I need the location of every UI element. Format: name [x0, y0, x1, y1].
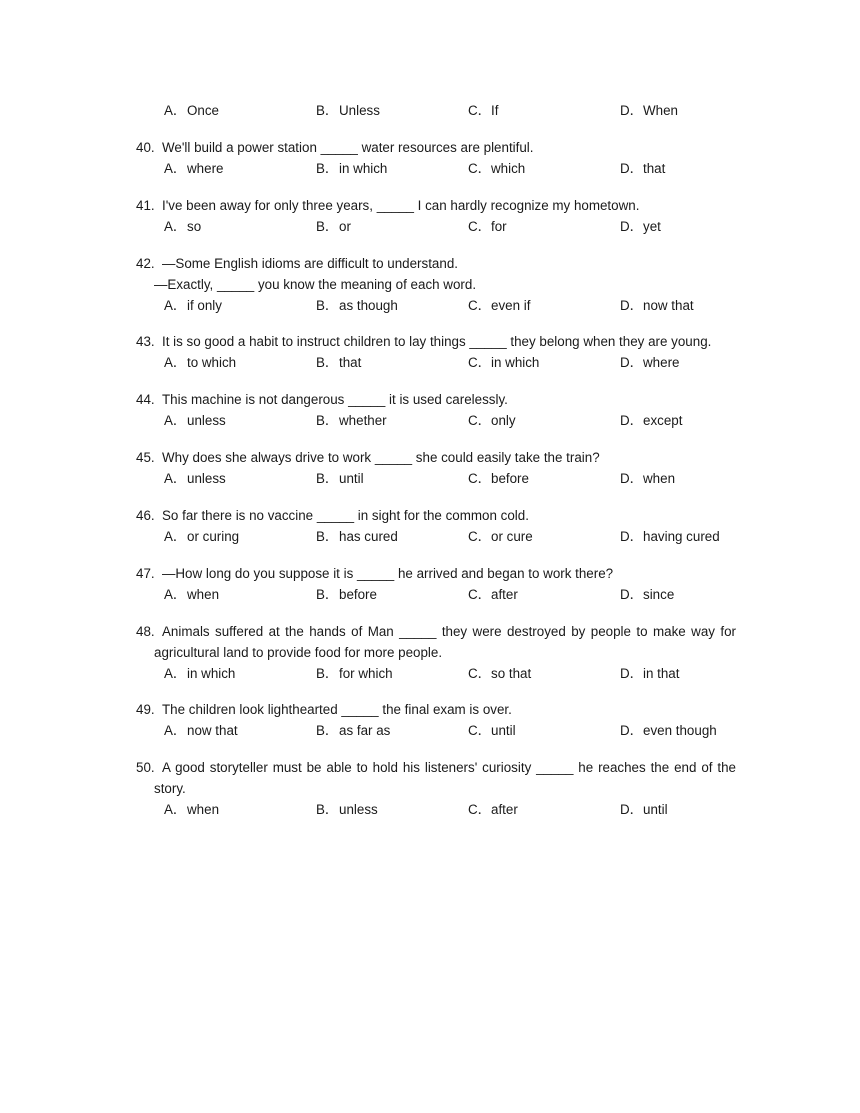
- option-b: B．or: [316, 219, 351, 234]
- option-c: C．in which: [468, 355, 540, 370]
- option-b: B．unless: [316, 802, 378, 817]
- option-c: C．If: [468, 103, 499, 118]
- question-number: 45.: [136, 450, 155, 465]
- question-stem: [136, 137, 736, 158]
- option-row: [164, 468, 736, 490]
- option-b: B．as far as: [316, 723, 391, 738]
- option-d: D．where: [620, 355, 680, 370]
- option-c: C．or cure: [468, 529, 533, 544]
- question-text: It is so good a habit to instruct children to lay things _____ they belong when they are young.: [162, 334, 712, 349]
- option-row: [164, 799, 736, 821]
- option-row: [164, 526, 736, 548]
- question-50: [136, 757, 736, 821]
- question-42: [136, 253, 736, 317]
- question-stem: [136, 389, 736, 410]
- question-number: 41.: [136, 198, 155, 213]
- question-stem: [136, 253, 736, 274]
- question-text: I've been away for only three years, _____ I can hardly recognize my hometown.: [162, 198, 640, 213]
- option-row: [164, 584, 736, 606]
- option-a: A．unless: [164, 471, 226, 486]
- option-c: C．before: [468, 471, 529, 486]
- question-stem: [136, 757, 736, 799]
- option-d: D．until: [620, 802, 668, 817]
- option-row: [164, 100, 736, 122]
- question-number: 44.: [136, 392, 155, 407]
- option-b: B．until: [316, 471, 364, 486]
- option-a: A．Once: [164, 103, 220, 118]
- option-b: B．Unless: [316, 103, 380, 118]
- option-c: C．after: [468, 587, 518, 602]
- question-stem: [136, 505, 736, 526]
- option-c: C．after: [468, 802, 518, 817]
- option-b: B．whether: [316, 413, 387, 428]
- option-c: C．until: [468, 723, 516, 738]
- question-40: [136, 137, 736, 180]
- option-d: D．When: [620, 103, 678, 118]
- question-stem: [136, 699, 736, 720]
- option-row: [164, 663, 736, 685]
- option-d: D．when: [620, 471, 676, 486]
- option-c: C．even if: [468, 298, 531, 313]
- question-49: [136, 699, 736, 742]
- option-a: A．to which: [164, 355, 237, 370]
- option-c: C．which: [468, 161, 526, 176]
- question-number: 46.: [136, 508, 155, 523]
- option-row: [164, 216, 736, 238]
- question-46: [136, 505, 736, 548]
- option-b: B．has cured: [316, 529, 398, 544]
- option-d: D．since: [620, 587, 675, 602]
- option-b: B．as though: [316, 298, 398, 313]
- option-row: [164, 410, 736, 432]
- option-row: [164, 295, 736, 317]
- question-stem-reply: —Exactly, _____ you know the meaning of each word.: [154, 277, 477, 292]
- question-stem: [136, 331, 736, 352]
- question-text: A good storyteller must be able to hold his listeners' curiosity _____ he reaches the end of the story.: [154, 760, 736, 796]
- question-stem: [136, 447, 736, 468]
- option-b: B．that: [316, 355, 362, 370]
- question-text: We'll build a power station _____ water resources are plentiful.: [162, 140, 534, 155]
- question-text: Animals suffered at the hands of Man _____ they were destroyed by people to make way for agricultural land to provide food for more people.: [154, 624, 736, 660]
- question-47: [136, 563, 736, 606]
- option-d: D．except: [620, 413, 683, 428]
- option-a: A．if only: [164, 298, 222, 313]
- question-text: —How long do you suppose it is _____ he arrived and began to work there?: [162, 566, 614, 581]
- option-d: D．that: [620, 161, 666, 176]
- question-text: The children look lighthearted _____ the final exam is over.: [162, 702, 512, 717]
- option-row: [164, 720, 736, 742]
- option-b: B．in which: [316, 161, 388, 176]
- option-a: A．or curing: [164, 529, 240, 544]
- option-b: B．before: [316, 587, 377, 602]
- question-number: 47.: [136, 566, 155, 581]
- question-48: [136, 621, 736, 685]
- option-a: A．so: [164, 219, 202, 234]
- question-number: 48.: [136, 624, 155, 639]
- option-a: A．now that: [164, 723, 238, 738]
- option-row: [164, 352, 736, 374]
- option-d: D．even though: [620, 723, 717, 738]
- option-a: A．when: [164, 587, 220, 602]
- question-44: [136, 389, 736, 432]
- question-text: Why does she always drive to work _____ she could easily take the train?: [162, 450, 600, 465]
- option-d: D．yet: [620, 219, 661, 234]
- option-c: C．for: [468, 219, 507, 234]
- option-d: D．now that: [620, 298, 694, 313]
- question-text: So far there is no vaccine _____ in sight for the common cold.: [162, 508, 529, 523]
- question-number: 50.: [136, 760, 155, 775]
- option-d: D．having cured: [620, 529, 720, 544]
- question-text: This machine is not dangerous _____ it is used carelessly.: [162, 392, 508, 407]
- option-c: C．only: [468, 413, 516, 428]
- question-stem: [136, 621, 736, 663]
- option-d: D．in that: [620, 666, 680, 681]
- option-a: A．unless: [164, 413, 226, 428]
- question-45: [136, 447, 736, 490]
- question-text: —Some English idioms are difficult to understand.: [162, 256, 458, 271]
- question-39-options-carryover: [136, 100, 736, 122]
- question-number: 42.: [136, 256, 155, 271]
- question-number: 43.: [136, 334, 155, 349]
- question-number: 49.: [136, 702, 155, 717]
- option-b: B．for which: [316, 666, 393, 681]
- option-c: C．so that: [468, 666, 532, 681]
- option-a: A．when: [164, 802, 220, 817]
- question-41: [136, 195, 736, 238]
- option-row: [164, 158, 736, 180]
- question-number: 40.: [136, 140, 155, 155]
- option-a: A．in which: [164, 666, 236, 681]
- question-43: [136, 331, 736, 374]
- option-a: A．where: [164, 161, 224, 176]
- question-stem: [136, 563, 736, 584]
- question-stem: [136, 195, 736, 216]
